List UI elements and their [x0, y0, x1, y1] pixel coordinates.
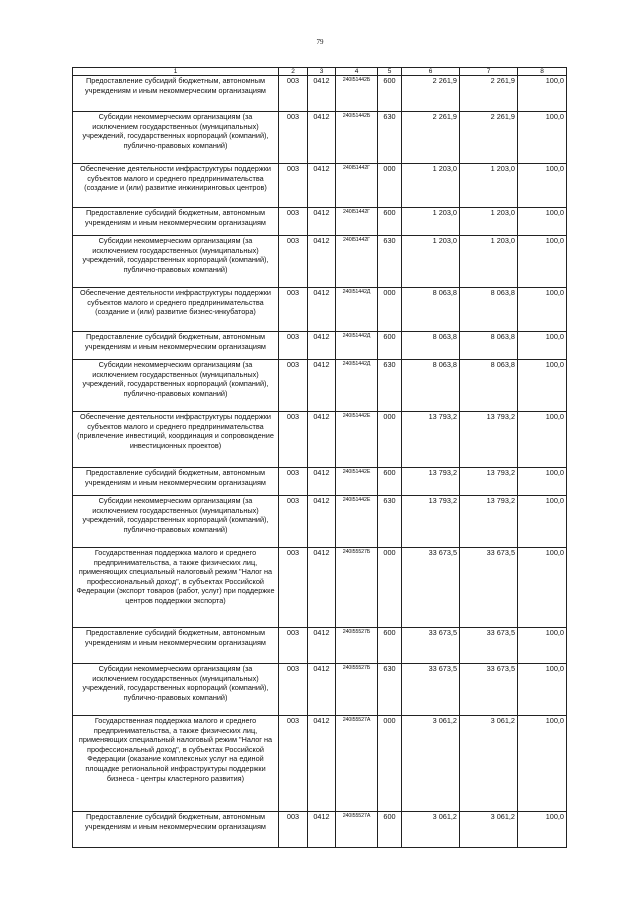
target-article-code-cell: 240I51442Г: [336, 208, 378, 236]
execution-percent-cell: 100,0: [518, 76, 567, 112]
execution-percent-cell: 100,0: [518, 208, 567, 236]
target-article-code-cell: 240I55527Б: [336, 548, 378, 628]
planned-amount-cell: 1 203,0: [402, 236, 460, 288]
planned-amount-cell: 13 793,2: [402, 468, 460, 496]
expense-name-cell: Государственная поддержка малого и среднего предпринимательства, а также физических лиц, применяющих специальный налоговый режим "Налог на профессиональный доход", в субъектах Российской Федерации (оказание комплексных услуг на единой площадке региональной инфраструктуры поддержки бизнеса - центры кластерного развития): [73, 716, 279, 812]
department-code-cell: 003: [279, 288, 308, 332]
execution-percent-cell: 100,0: [518, 112, 567, 164]
expense-name-cell: Государственная поддержка малого и среднего предпринимательства, а также физических лиц, применяющих специальный налоговый режим "Налог на профессиональный доход", в субъектах Российской Федерации (экспорт товаров (работ, услуг) при поддержке центров поддержки экспорта): [73, 548, 279, 628]
execution-percent-cell: 100,0: [518, 360, 567, 412]
column-number-row: [73, 68, 567, 76]
expense-type-code-cell: 600: [378, 812, 402, 848]
department-code-cell: 003: [279, 360, 308, 412]
target-article-code-cell: 240I51442Е: [336, 412, 378, 468]
section-code-cell: 0412: [308, 628, 336, 664]
section-code-cell: 0412: [308, 332, 336, 360]
table-row: [73, 468, 567, 496]
table-row: [73, 360, 567, 412]
expense-type-code-cell: 000: [378, 288, 402, 332]
section-code-cell: 0412: [308, 664, 336, 716]
department-code-cell: 003: [279, 496, 308, 548]
table-row: [73, 496, 567, 548]
department-code-cell: 003: [279, 812, 308, 848]
expense-name-cell: Субсидии некоммерческим организациям (за исключением государственных (муниципальных) учреждений, государственных корпораций (компаний), публично-правовых компаний): [73, 664, 279, 716]
target-article-code-cell: 240I55527Б: [336, 664, 378, 716]
expense-name-cell: Предоставление субсидий бюджетным, автономным учреждениям и иным некоммерческим организациям: [73, 76, 279, 112]
target-article-code-cell: 240I51442Д: [336, 360, 378, 412]
section-code-cell: 0412: [308, 496, 336, 548]
planned-amount-cell: 33 673,5: [402, 548, 460, 628]
column-number: 2: [279, 68, 308, 76]
department-code-cell: 003: [279, 412, 308, 468]
expense-name-cell: Субсидии некоммерческим организациям (за исключением государственных (муниципальных) учреждений, государственных корпораций (компаний), публично-правовых компаний): [73, 360, 279, 412]
executed-amount-cell: 1 203,0: [460, 208, 518, 236]
execution-percent-cell: 100,0: [518, 164, 567, 208]
department-code-cell: 003: [279, 164, 308, 208]
planned-amount-cell: 1 203,0: [402, 164, 460, 208]
column-number: 6: [402, 68, 460, 76]
executed-amount-cell: 3 061,2: [460, 812, 518, 848]
section-code-cell: 0412: [308, 468, 336, 496]
table-row: [73, 208, 567, 236]
expense-type-code-cell: 600: [378, 628, 402, 664]
planned-amount-cell: 3 061,2: [402, 716, 460, 812]
expense-type-code-cell: 600: [378, 332, 402, 360]
target-article-code-cell: 240I55527А: [336, 812, 378, 848]
expense-type-code-cell: 630: [378, 664, 402, 716]
expense-type-code-cell: 600: [378, 208, 402, 236]
table-row: [73, 236, 567, 288]
executed-amount-cell: 8 063,8: [460, 360, 518, 412]
executed-amount-cell: 3 061,2: [460, 716, 518, 812]
executed-amount-cell: 33 673,5: [460, 664, 518, 716]
expense-name-cell: Предоставление субсидий бюджетным, автономным учреждениям и иным некоммерческим организациям: [73, 468, 279, 496]
target-article-code-cell: 240I51442Г: [336, 236, 378, 288]
target-article-code-cell: 240I51442Б: [336, 112, 378, 164]
section-code-cell: 0412: [308, 76, 336, 112]
executed-amount-cell: 2 261,9: [460, 76, 518, 112]
expense-type-code-cell: 630: [378, 360, 402, 412]
department-code-cell: 003: [279, 332, 308, 360]
department-code-cell: 003: [279, 716, 308, 812]
executed-amount-cell: 13 793,2: [460, 412, 518, 468]
expense-type-code-cell: 000: [378, 548, 402, 628]
target-article-code-cell: 240I51442Г: [336, 164, 378, 208]
column-number: 5: [378, 68, 402, 76]
column-number: 4: [336, 68, 378, 76]
executed-amount-cell: 33 673,5: [460, 628, 518, 664]
column-number: 8: [518, 68, 567, 76]
table-row: [73, 628, 567, 664]
target-article-code-cell: 240I51442Д: [336, 288, 378, 332]
executed-amount-cell: 13 793,2: [460, 468, 518, 496]
expense-name-cell: Предоставление субсидий бюджетным, автономным учреждениям и иным некоммерческим организациям: [73, 628, 279, 664]
target-article-code-cell: 240I55527А: [336, 716, 378, 812]
target-article-code-cell: 240I55527Б: [336, 628, 378, 664]
expense-type-code-cell: 000: [378, 164, 402, 208]
expense-name-cell: Обеспечение деятельности инфраструктуры поддержки субъектов малого и среднего предпринимательства (привлечение инвестиций, координация и сопровождение инвестиционных проектов): [73, 412, 279, 468]
planned-amount-cell: 8 063,8: [402, 288, 460, 332]
executed-amount-cell: 1 203,0: [460, 236, 518, 288]
expense-name-cell: Субсидии некоммерческим организациям (за исключением государственных (муниципальных) учреждений, государственных корпораций (компаний), публично-правовых компаний): [73, 112, 279, 164]
expense-type-code-cell: 000: [378, 716, 402, 812]
section-code-cell: 0412: [308, 112, 336, 164]
expense-type-code-cell: 630: [378, 236, 402, 288]
planned-amount-cell: 2 261,9: [402, 76, 460, 112]
planned-amount-cell: 3 061,2: [402, 812, 460, 848]
execution-percent-cell: 100,0: [518, 332, 567, 360]
target-article-code-cell: 240I51442Д: [336, 332, 378, 360]
table-row: [73, 412, 567, 468]
table-row: [73, 112, 567, 164]
target-article-code-cell: 240I51442Б: [336, 76, 378, 112]
expense-name-cell: Обеспечение деятельности инфраструктуры поддержки субъектов малого и среднего предпринимательства (создание и (или) развитие бизнес-инкубатора): [73, 288, 279, 332]
section-code-cell: 0412: [308, 412, 336, 468]
execution-percent-cell: 100,0: [518, 496, 567, 548]
table-row: [73, 548, 567, 628]
column-number: 3: [308, 68, 336, 76]
table-row: [73, 716, 567, 812]
target-article-code-cell: 240I51442Е: [336, 496, 378, 548]
executed-amount-cell: 8 063,8: [460, 332, 518, 360]
section-code-cell: 0412: [308, 236, 336, 288]
expense-name-cell: Субсидии некоммерческим организациям (за исключением государственных (муниципальных) учреждений, государственных корпораций (компаний), публично-правовых компаний): [73, 496, 279, 548]
expense-type-code-cell: 000: [378, 412, 402, 468]
expense-type-code-cell: 630: [378, 112, 402, 164]
expense-name-cell: Предоставление субсидий бюджетным, автономным учреждениям и иным некоммерческим организациям: [73, 812, 279, 848]
table-row: [73, 288, 567, 332]
department-code-cell: 003: [279, 468, 308, 496]
department-code-cell: 003: [279, 208, 308, 236]
execution-percent-cell: 100,0: [518, 468, 567, 496]
section-code-cell: 0412: [308, 548, 336, 628]
planned-amount-cell: 8 063,8: [402, 332, 460, 360]
expense-type-code-cell: 630: [378, 496, 402, 548]
execution-percent-cell: 100,0: [518, 716, 567, 812]
planned-amount-cell: 2 261,9: [402, 112, 460, 164]
target-article-code-cell: 240I51442Е: [336, 468, 378, 496]
planned-amount-cell: 13 793,2: [402, 496, 460, 548]
execution-percent-cell: 100,0: [518, 288, 567, 332]
section-code-cell: 0412: [308, 208, 336, 236]
section-code-cell: 0412: [308, 360, 336, 412]
table-row: [73, 664, 567, 716]
execution-percent-cell: 100,0: [518, 628, 567, 664]
section-code-cell: 0412: [308, 288, 336, 332]
department-code-cell: 003: [279, 548, 308, 628]
table-row: [73, 332, 567, 360]
execution-percent-cell: 100,0: [518, 412, 567, 468]
section-code-cell: 0412: [308, 716, 336, 812]
executed-amount-cell: 33 673,5: [460, 548, 518, 628]
execution-percent-cell: 100,0: [518, 548, 567, 628]
expense-name-cell: Предоставление субсидий бюджетным, автономным учреждениям и иным некоммерческим организациям: [73, 208, 279, 236]
planned-amount-cell: 8 063,8: [402, 360, 460, 412]
department-code-cell: 003: [279, 628, 308, 664]
planned-amount-cell: 33 673,5: [402, 664, 460, 716]
executed-amount-cell: 8 063,8: [460, 288, 518, 332]
table-row: [73, 812, 567, 848]
table-row: [73, 76, 567, 112]
department-code-cell: 003: [279, 664, 308, 716]
expense-name-cell: Обеспечение деятельности инфраструктуры поддержки субъектов малого и среднего предпринимательства (создание и (или) развитие инжиниринговых центров): [73, 164, 279, 208]
execution-percent-cell: 100,0: [518, 812, 567, 848]
expense-type-code-cell: 600: [378, 76, 402, 112]
budget-table: [72, 67, 567, 848]
department-code-cell: 003: [279, 76, 308, 112]
page-number: 79: [316, 38, 324, 46]
section-code-cell: 0412: [308, 812, 336, 848]
column-number: 7: [460, 68, 518, 76]
department-code-cell: 003: [279, 236, 308, 288]
planned-amount-cell: 1 203,0: [402, 208, 460, 236]
execution-percent-cell: 100,0: [518, 236, 567, 288]
executed-amount-cell: 13 793,2: [460, 496, 518, 548]
section-code-cell: 0412: [308, 164, 336, 208]
column-number: 1: [73, 68, 279, 76]
execution-percent-cell: 100,0: [518, 664, 567, 716]
planned-amount-cell: 33 673,5: [402, 628, 460, 664]
executed-amount-cell: 2 261,9: [460, 112, 518, 164]
department-code-cell: 003: [279, 112, 308, 164]
executed-amount-cell: 1 203,0: [460, 164, 518, 208]
table-row: [73, 164, 567, 208]
expense-type-code-cell: 600: [378, 468, 402, 496]
expense-name-cell: Субсидии некоммерческим организациям (за исключением государственных (муниципальных) учреждений, государственных корпораций (компаний), публично-правовых компаний): [73, 236, 279, 288]
planned-amount-cell: 13 793,2: [402, 412, 460, 468]
expense-name-cell: Предоставление субсидий бюджетным, автономным учреждениям и иным некоммерческим организациям: [73, 332, 279, 360]
